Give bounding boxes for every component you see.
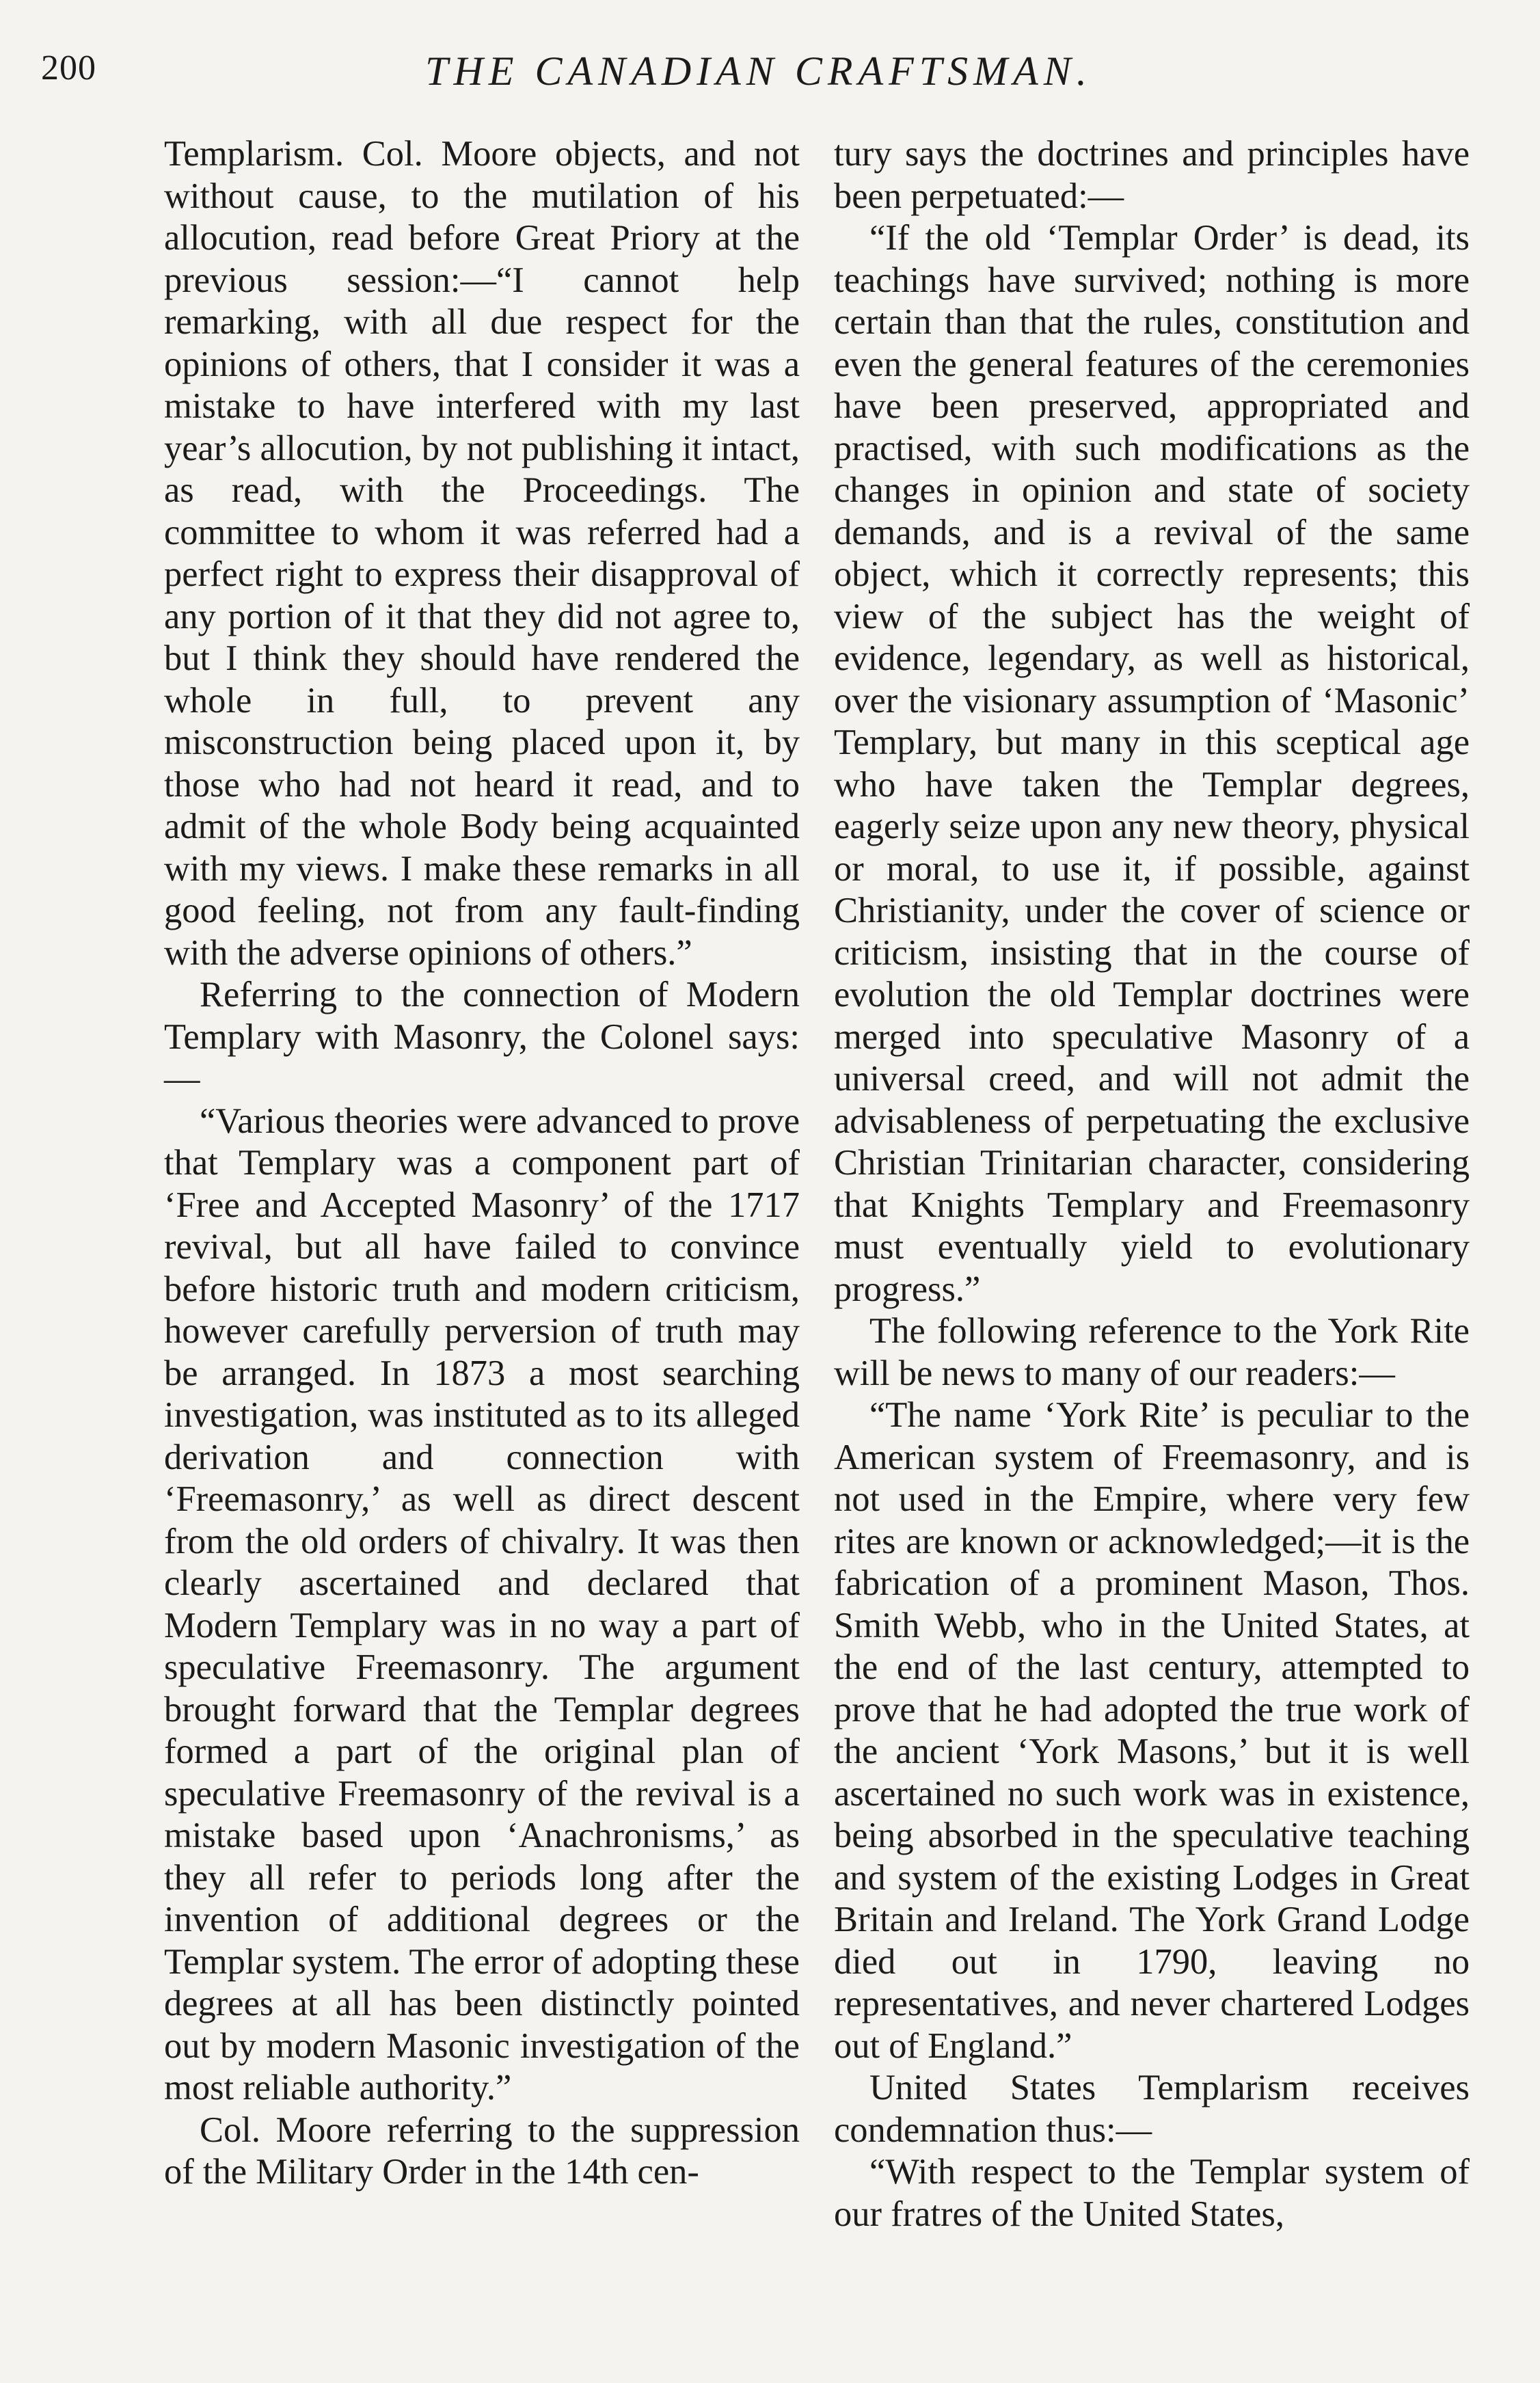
paragraph: “Various theories were advanced to prove that Templary was a component part of ‘Free and Accepted Masonry’ of the 1717 revival, but all have failed to convince before historic truth and modern criticism, however carefully perversion of truth may be arranged. In 1873 a most searching investigation, was instituted as to its alleged derivation and connection with ‘Freemasonry,’ as well as direct descent from the old orders of chivalry. It was then clearly ascertained and declared that Modern Templary was in no way a part of speculative Freemasonry. The argument brought forward that the Templar degrees formed a part of the original plan of speculative Freemasonry of the revival is a mistake based upon ‘Anachronisms,’ as they all refer to periods long after the invention of additional degrees or the Templar system. The error of adopting these degrees at all has been distinctly pointed out by modern Masonic investigation of the most reliable authority.”: [164, 1101, 800, 2108]
paragraph: “If the old ‘Templar Order’ is dead, its teachings have survived; nothing is more certain than that the rules, constitution and even the general features of the ceremonies have been preserved, appropriated and practised, with such modifications as the changes in opinion and state of society demands, and is a revival of the same object, which it correctly represents; this view of the subject has the weight of evidence, legendary, as well as historical, over the visionary assumption of ‘Masonic’ Templary, but many in this sceptical age who have taken the Templar degrees, eagerly seize upon any new theory, physical or moral, to use it, if possible, against Christianity, under the cover of science or criticism, insisting that in the course of evolution the old Templar doctrines were merged into speculative Masonry of a universal creed, and will not admit the advisableness of perpetuating the exclusive Christian Trinitarian character, considering that Knights Templary and Freemasonry must eventually yield to evolutionary progress.”: [834, 218, 1470, 1309]
left-column: [164, 133, 800, 2194]
paragraph: tury says the doctrines and principles have been perpetuated:—: [834, 134, 1470, 216]
paragraph: “The name ‘York Rite’ is peculiar to the American system of Freemasonry, and is not used in the Empire, where very few rites are known or acknowledged;—it is the fabrication of a prominent Mason, Thos. Smith Webb, who in the United States, at the end of the last century, attempted to prove that he had adopted the true work of the ancient ‘York Masons,’ but it is well ascertained no such work was in existence, being absorbed in the speculative teaching and system of the existing Lodges in Great Britain and Ireland. The York Grand Lodge died out in 1790, leaving no representatives, and never chartered Lodges out of England.”: [834, 1395, 1470, 2066]
page-number: 200: [41, 49, 96, 87]
page-header: [41, 48, 1476, 103]
paragraph: Col. Moore referring to the suppression of the Military Order in the 14th cen-: [164, 2110, 800, 2192]
paragraph: The following reference to the York Rite will be news to many of our readers:—: [834, 1311, 1470, 1393]
right-column: [834, 133, 1470, 2235]
running-title: THE CANADIAN CRAFTSMAN.: [425, 49, 1092, 94]
paragraph: “With respect to the Templar system of our fratres of the United States,: [834, 2152, 1470, 2234]
paragraph: Referring to the connection of Modern Templary with Masonry, the Colonel says:—: [164, 975, 800, 1099]
paragraph: Templarism. Col. Moore objects, and not without cause, to the mutilation of his allocution, read before Great Priory at the previous session:—“I cannot help remarking, with all due respect for the opinions of others, that I consider it was a mistake to have interfered with my last year’s allocution, by not publishing it intact, as read, with the Proceedings. The committee to whom it was referred had a perfect right to express their disapproval of any portion of it that they did not agree to, but I think they should have rendered the whole in full, to prevent any misconstruction being placed upon it, by those who had not heard it read, and to admit of the whole Body being acquainted with my views. I make these remarks in all good feeling, not from any fault-finding with the adverse opinions of others.”: [164, 134, 800, 973]
paragraph: United States Templarism receives condemnation thus:—: [834, 2068, 1470, 2150]
